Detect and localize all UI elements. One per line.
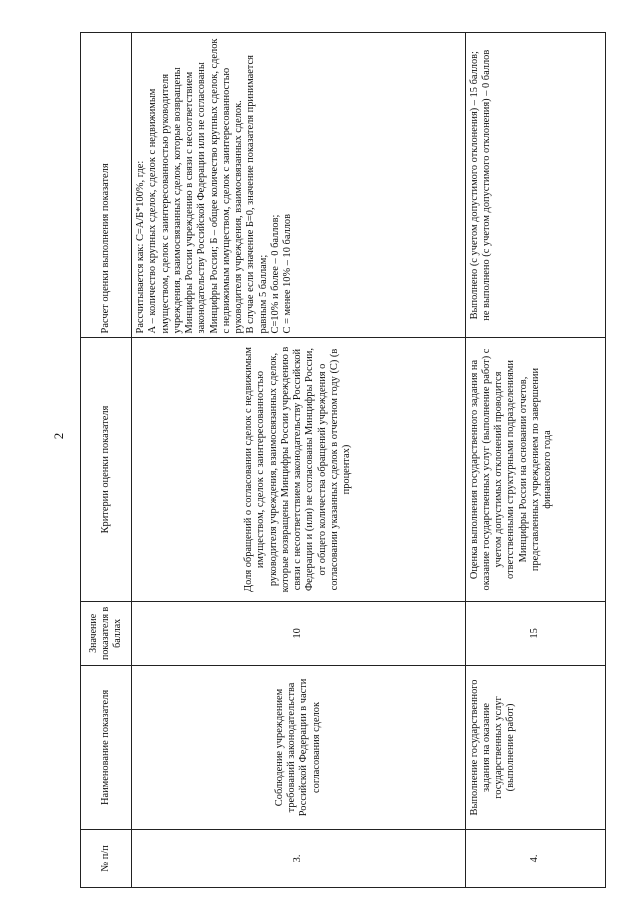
row-number: 3. — [132, 829, 466, 887]
indicator-name: Выполнение государственного задания на оказание государственных услуг (выполнение работ) — [465, 666, 605, 830]
table-row — [465, 33, 605, 888]
header-calculation: Расчет оценки выполнения показателя — [81, 33, 132, 338]
rotated-page — [80, 32, 606, 888]
calc-score-low: С = менее 10% – 10 баллов — [282, 214, 294, 334]
indicator-criteria: Доля обращений о согласовании сделок с недвижимым имуществом, сделок с заинтересованностью руководителя учреждения, взаимосвязанных сделок, которые возвращены Минцифры России учреждению в связи с несоответствием законодательству Российской Федерации и (или) не согласованы Минцифры России, от общего количества обращений учреждения о согласовании указанных сделок в отчетном году (С) (в процентах) — [132, 338, 466, 601]
row-number: 4. — [465, 829, 605, 887]
calc-formula: Рассчитывается как: С=А/Б*100%, где: — [135, 160, 146, 334]
calc-definitions: А – количество крупных сделок, сделок с недвижимым имуществом, сделок с заинтересованностью руководителя учреждения, взаимосвязанных сделок, которые возвращены Минцифры России учреждению в связи с несоответствием законодательству Российской Федерации или не согласованы Минцифры России; Б – общее количество крупных сделок, сделок с недвижимым имуществом, сделок с заинтересованностью руководителя учреждения, взаимосвязанных сделок. — [147, 38, 245, 334]
header-name: Наименование показателя — [81, 666, 132, 830]
table-header-row — [81, 33, 132, 888]
calc-zero-case: В случае если значение Б=0, значение показателя принимается равным 5 баллам; — [245, 55, 269, 334]
criteria-table — [80, 32, 606, 888]
calc-not-done: не выполнено (с учетом допустимого отклонения) – 0 баллов — [480, 49, 492, 321]
indicator-criteria: Оценка выполнения государственного задания на оказание государственных услуг (выполнение работ) с учетом допустимых отклонений проводится ответственными структурными подразделениями Минцифры России на основании отчетов, представленных учреждением по завершении финансового года — [465, 338, 605, 601]
calc-score-high: С=10% и более – 0 баллов; — [269, 214, 281, 334]
indicator-value: 15 — [465, 601, 605, 665]
header-value: Значение показателя в баллах — [81, 601, 132, 665]
indicator-calculation — [132, 33, 466, 338]
header-criteria: Критерии оценки показателя — [81, 338, 132, 601]
calc-done: Выполнено (с учетом допустимого отклонения) – 15 баллов; — [468, 51, 480, 320]
table-row — [132, 33, 466, 888]
indicator-value: 10 — [132, 601, 466, 665]
page-number: 2 — [51, 432, 66, 440]
indicator-calculation — [465, 33, 605, 338]
indicator-name: Соблюдение учреждением требований законодательства Российской Федерации в части согласования сделок — [132, 666, 466, 830]
header-num: № п/п — [81, 829, 132, 887]
